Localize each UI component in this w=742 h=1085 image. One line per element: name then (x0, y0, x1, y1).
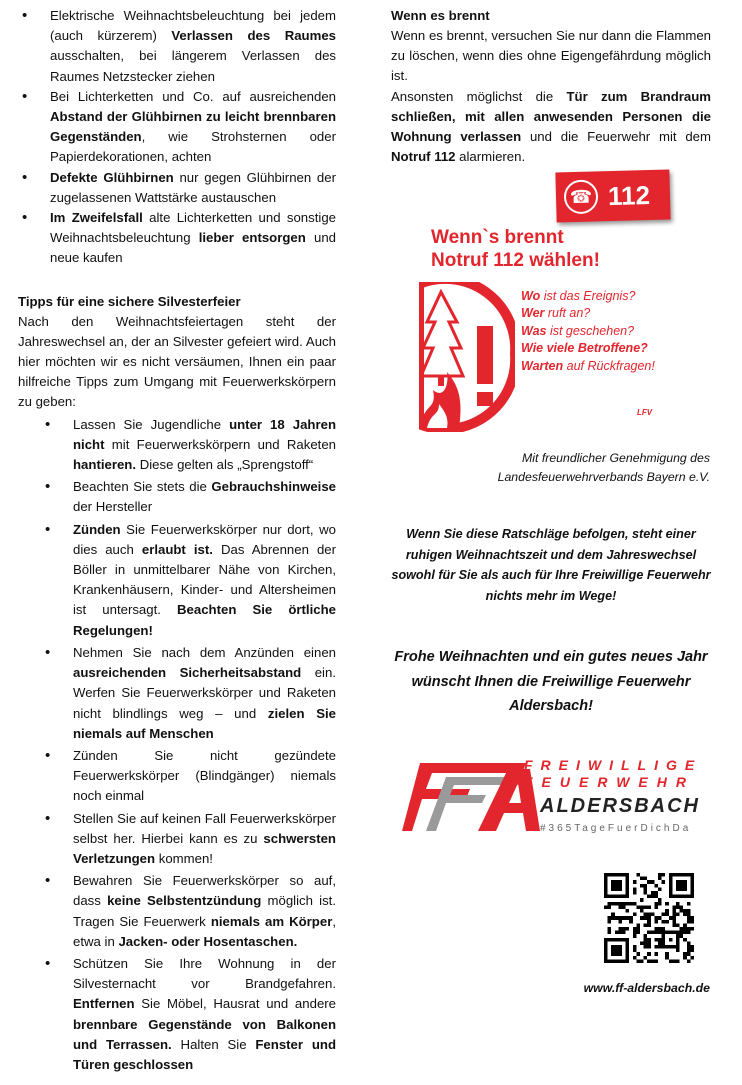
silvester-tips-list (18, 415, 336, 1076)
emergency-question (521, 305, 655, 322)
text-segment: ausschalten, bei längerem Verlassen des Raumes Netzstecker ziehen (50, 48, 336, 84)
text-segment: nur gegen Glühbirnen der zugelassenen Wattstärke austauschen (50, 169, 336, 205)
emergency-question (521, 358, 655, 375)
text-segment: der Hersteller (73, 499, 153, 515)
text-segment: Sie Möbel, Hausrat und andere (134, 996, 336, 1012)
logo-hashtag: #365TageFuerDichDa (540, 823, 692, 834)
silvester-tip-item (18, 415, 336, 476)
ff-logo-mark (402, 763, 540, 831)
text-segment: niemals am Körper (210, 913, 333, 929)
left-column (18, 6, 336, 1077)
text-segment: Schützen Sie Ihre Wohnung in der Silvesternacht vor Brandgefahren. (73, 955, 336, 992)
text-segment: alte Lichterketten und sonstige Weihnachtsbeleuchtung (50, 210, 336, 246)
fire-text-segment: Notruf 112 (391, 149, 456, 165)
silvester-tip-item (18, 809, 336, 870)
text-segment: schwersten Verletzungen (73, 830, 336, 866)
silvester-intro: Nach den Weihnachtsfeiertagen steht der Jahreswechsel an, der an Silvester gefeiert wird. Auch hier möchten wir es nicht versäumen, Ihnen ein paar hilfreiche Tipps zum Umgang mit Feuerwerkskörpern zu geben: (18, 313, 336, 410)
advice-text: Wenn Sie diese Ratschläge befolgen, steht einer ruhigen Weihnachtszeit und dem Jahreswechsel sowohl für Sie als auch für Ihre Freiwillige Feuerwehr nichts mehr im Wege! (391, 527, 711, 603)
silvester-tip-item (18, 746, 336, 807)
fire-text-segment: Wenn es brennt, versuchen Sie nur dann die Flammen zu löschen, wenn dies ohne Eigengefährdung möglich ist. (391, 28, 711, 84)
logo-name: ALDERSBACH (540, 795, 700, 817)
text-segment: erlaubt ist. (141, 541, 213, 557)
text-segment: mit Feuerwerkskörpern und Raketen (104, 436, 336, 452)
text-segment: Sie Feuerwerkskörper nur dort, wo dies auch (73, 521, 336, 557)
text-segment: Bewahren Sie Feuerwerkskörper so auf, dass (73, 873, 336, 909)
phone-icon: ☎ (564, 179, 599, 214)
text-segment: Abstand der Glühbirnen zu leicht brennbaren Gegenständen (50, 109, 336, 145)
text-segment: brennbare Gegenstände von Balkonen und Terrassen. (73, 1016, 336, 1052)
question-key: Wer (521, 306, 545, 321)
text-segment: keine Selbstentzündung (107, 893, 262, 909)
text-segment: Fenster und Türen geschlossen (73, 1036, 336, 1072)
text-segment: Nehmen Sie nach dem Anzünden einen (73, 644, 336, 660)
text-segment: hantieren. (73, 457, 137, 473)
poster-headline-1: Wenn`s brennt (431, 227, 564, 248)
credit-text (498, 449, 710, 486)
tree-trunk (438, 376, 444, 386)
question-key: Wo (521, 289, 541, 303)
text-segment: Diese gelten als „Sprengstoff“ (136, 457, 314, 473)
tree-icon (421, 292, 463, 376)
website-url: www.ff-aldersbach.de (583, 981, 710, 995)
text-segment: Stellen Sie auf keinen Fall Feuerwerkskörper selbst her. Hierbei kann es zu (73, 810, 336, 846)
text-segment: lieber entsorgen (198, 230, 306, 246)
silvester-tip-item (18, 643, 336, 744)
text-segment: unter 18 Jahren nicht (73, 416, 336, 452)
text-segment: und neue kaufen (50, 230, 336, 266)
text-segment: Jacken- oder Hosentaschen. (118, 933, 298, 949)
christmas-tip-item (18, 208, 336, 269)
ff-aldersbach-logo (400, 755, 712, 839)
silvester-heading: Tipps für eine sichere Silvesterfeier (18, 293, 241, 309)
greeting-text: Frohe Weihnachten und ein gutes neues Jahr wünscht Ihnen die Freiwillige Feuerwehr Aldersbach! (394, 649, 708, 714)
christmas-tip-item (18, 168, 336, 208)
poster-headline (431, 226, 600, 272)
question-rest: ist das Ereignis? (540, 289, 636, 303)
exclamation-bar (477, 326, 493, 384)
text-segment: Im Zweifelsfall (50, 210, 143, 226)
text-segment: Das Abrennen der Böller in unmittelbarer Nähe von Kirchen, Krankenhäusern, Kinder- und Altersheimen ist untersagt. (73, 541, 336, 618)
text-segment: Beachten Sie stets die (73, 479, 212, 495)
christmas-tip-item (18, 6, 336, 87)
fire-instructions (391, 26, 711, 167)
text-segment: zielen Sie niemals auf Menschen (73, 705, 336, 741)
text-segment: ausreichenden Sicherheitsabstand (73, 665, 302, 681)
qr-code (604, 873, 694, 963)
exclamation-dot (477, 392, 493, 406)
emergency-number-box (555, 170, 670, 223)
text-segment: Elektrische Weihnachtsbeleuchtung bei jedem (auch kürzerem) (50, 8, 336, 44)
emergency-number: 112 (607, 179, 651, 211)
question-rest: ruft an? (544, 306, 591, 321)
fire-warning-graphic (419, 282, 515, 432)
question-key: Warten (521, 358, 564, 373)
text-segment: Gebrauchshinweise (211, 479, 336, 495)
text-segment: Entfernen (73, 996, 135, 1012)
text-segment: Verlassen des Raumes (171, 28, 336, 44)
christmas-tip-item (18, 87, 336, 168)
text-segment: Zünden (73, 521, 121, 537)
silvester-tip-item (18, 520, 336, 641)
poster-headline-2: Notruf 112 wählen! (431, 250, 600, 271)
fire-text-segment: Tür zum Brandraum schließen, mit allen anwesenden Personen die Wohnung verlassen (391, 88, 712, 145)
credit-line-2: Landesfeuerwehrverbands Bayern e.V. (497, 469, 710, 484)
text-segment: , etwa in (73, 913, 336, 949)
text-segment: Zünden Sie nicht gezündete Feuerwerkskörper (Blindgänger) niemals noch einmal (73, 747, 336, 804)
emergency-questions (521, 288, 655, 375)
text-segment: kommen! (155, 850, 213, 866)
silvester-tip-item (18, 954, 336, 1075)
fire-text-segment: alarmieren. (455, 149, 526, 165)
text-segment: ein. Werfen Sie Feuerwerkskörper und Raketen nicht blindlings weg – und (73, 665, 336, 721)
lfv-badge: LFV (637, 408, 653, 417)
emergency-question (521, 288, 655, 305)
credit-line-1: Mit freundlicher Genehmigung des (522, 451, 710, 465)
question-rest: auf Rückfragen! (563, 358, 655, 373)
logo-line-1: FREIWILLIGE (524, 757, 703, 773)
silvester-tip-item (18, 477, 336, 517)
emergency-question (521, 323, 655, 340)
fire-text-segment: und die Feuerwehr mit dem (521, 129, 711, 145)
text-segment: Bei Lichterketten und Co. auf ausreichenden (50, 88, 336, 104)
silvester-tip-item (18, 871, 336, 952)
emergency-question (521, 340, 655, 357)
fire-text-segment: Ansonsten möglichst die (391, 88, 567, 104)
christmas-tips-list (18, 6, 336, 269)
right-column (391, 6, 711, 167)
text-segment: Defekte Glühbirnen (50, 169, 174, 185)
question-rest: ist geschehen? (546, 323, 635, 338)
text-segment: Lassen Sie Jugendliche (73, 416, 230, 432)
text-segment: Beachten Sie örtliche Regelungen! (73, 602, 336, 638)
question-key: Was (521, 323, 547, 338)
question-key: Wie viele Betroffene? (521, 341, 648, 356)
text-segment: Halten Sie (171, 1036, 256, 1052)
logo-line-2: FEUERWEHR (524, 774, 695, 790)
text-segment: , wie Strohsternen oder Papierdekorationen, achten (50, 129, 336, 165)
fire-heading: Wenn es brennt (391, 8, 490, 23)
text-segment: möglich ist. Tragen Sie Feuerwerk (73, 893, 337, 929)
